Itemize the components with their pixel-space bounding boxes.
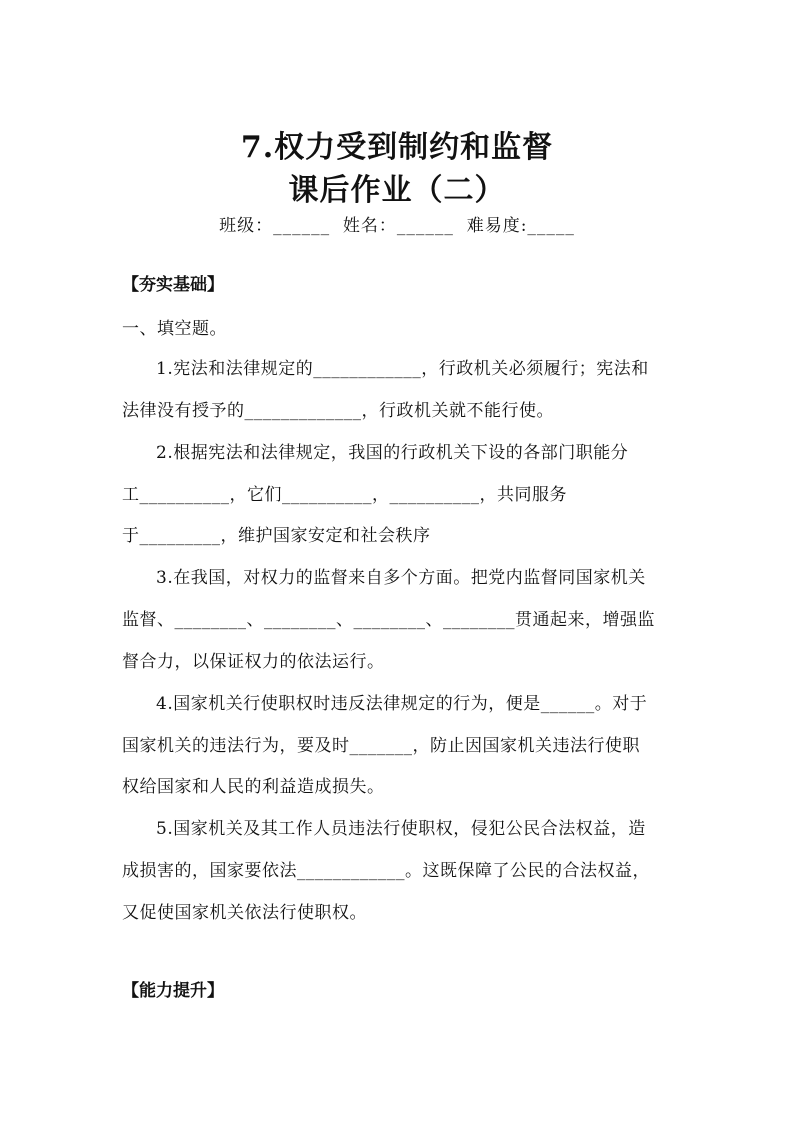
question-4-line-1: 4.国家机关行使职权时违反法律规定的行为，便是______。对于 xyxy=(156,694,648,714)
section-heading-ability: 【能力提升】 xyxy=(122,981,224,1001)
question-3-line-3: 督合力，以保证权力的依法运行。 xyxy=(122,652,385,672)
question-1-line-1: 1.宪法和法律规定的____________，行政机关必须履行；宪法和 xyxy=(156,359,649,379)
page-title: 7.权力受到制约和监督 xyxy=(240,130,554,165)
question-4-line-3: 权给国家和人民的利益造成损失。 xyxy=(122,777,385,797)
question-2-line-2: 工__________，它们__________，__________，共同服务 xyxy=(122,485,567,505)
question-1-line-2: 法律没有授予的_____________，行政机关就不能行使。 xyxy=(122,401,554,421)
question-5-line-3: 又促使国家机关依法行使职权。 xyxy=(122,903,367,923)
student-info-line: 班级：______ 姓名：______ 难易度:_____ xyxy=(219,216,575,236)
question-3-line-1: 3.在我国，对权力的监督来自多个方面。把党内监督同国家机关 xyxy=(156,568,646,588)
part-title: 一、填空题。 xyxy=(122,319,227,339)
page-subtitle: 课后作业（二） xyxy=(288,173,506,208)
question-2-line-3: 于_________，维护国家安定和社会秩序 xyxy=(122,526,431,546)
section-heading-basic: 【夯实基础】 xyxy=(122,275,224,295)
question-3-line-2: 监督、________、________、________、________贯通起来，增强监 xyxy=(122,610,655,630)
question-5-line-2: 成损害的，国家要依法____________。这既保障了公民的合法权益， xyxy=(122,861,650,881)
question-5-line-1: 5.国家机关及其工作人员违法行使职权，侵犯公民合法权益，造 xyxy=(156,819,646,839)
question-2-line-1: 2.根据宪法和法律规定，我国的行政机关下设的各部门职能分 xyxy=(156,443,629,463)
question-4-line-2: 国家机关的违法行为，要及时_______，防止因国家机关违法行使职 xyxy=(122,736,640,756)
